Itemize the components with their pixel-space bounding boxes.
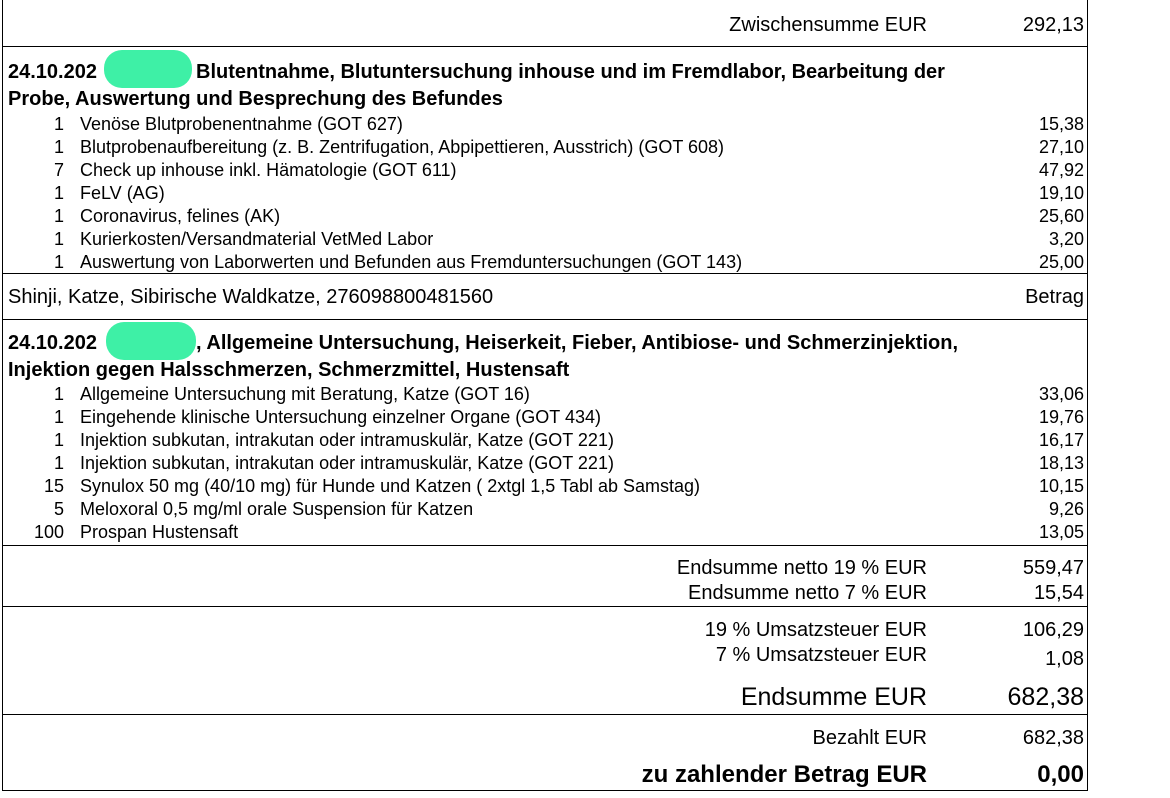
item-qty: 1 (53, 407, 64, 427)
item-qty: 1 (53, 384, 64, 404)
item-qty: 1 (53, 183, 64, 203)
netto7-label: Endsumme netto 7 % EUR (688, 582, 927, 604)
item-qty: 1 (53, 453, 64, 473)
netto19-label: Endsumme netto 19 % EUR (676, 557, 927, 579)
item-amount: 16,17 (1038, 430, 1084, 450)
section2-title-line2: Injektion gegen Halsschmerzen, Schmerzmittel, Hustensaft (8, 359, 570, 381)
item-qty: 7 (53, 160, 64, 180)
amount-due-label: zu zahlender Betrag EUR (641, 761, 927, 788)
item-description: Synulox 50 mg (40/10 mg) für Hunde und Katzen ( 2xtgl 1,5 Tabl ab Samstag) (80, 476, 701, 496)
item-qty: 1 (53, 229, 64, 249)
betrag-header: Betrag (1025, 286, 1084, 308)
ust19-amount: 106,29 (1022, 619, 1084, 641)
item-amount: 33,06 (1038, 384, 1084, 404)
netto19-amount: 559,47 (1022, 557, 1084, 579)
item-amount: 25,60 (1038, 206, 1084, 226)
endsumme-amount: 682,38 (1007, 683, 1084, 711)
item-description: Prospan Hustensaft (80, 522, 239, 542)
endsumme-label: Endsumme EUR (740, 683, 927, 711)
item-amount: 19,10 (1038, 183, 1084, 203)
item-qty: 1 (53, 114, 64, 134)
item-amount: 27,10 (1038, 137, 1084, 157)
patient-info: Shinji, Katze, Sibirische Waldkatze, 276098800481560 (8, 286, 494, 308)
item-qty: 1 (53, 137, 64, 157)
item-amount: 9,26 (1048, 499, 1084, 519)
item-description: Auswertung von Laborwerten und Befunden aus Fremduntersuchungen (GOT 143) (80, 252, 743, 272)
item-description: Allgemeine Untersuchung mit Beratung, Katze (GOT 16) (80, 384, 530, 404)
item-description: Injektion subkutan, intrakutan oder intramuskulär, Katze (GOT 221) (80, 430, 614, 450)
ust7-label: 7 % Umsatzsteuer EUR (715, 644, 927, 666)
section1-title-line2: Probe, Auswertung und Besprechung des Befundes (8, 88, 503, 110)
section1-date: 24.10.202 (8, 61, 97, 83)
item-amount: 18,13 (1038, 453, 1084, 473)
netto7-amount: 15,54 (1033, 582, 1084, 604)
divider (2, 714, 1088, 715)
subtotal-label: Zwischensumme EUR (729, 14, 927, 36)
item-qty: 15 (43, 476, 64, 496)
divider (2, 273, 1088, 274)
divider (2, 46, 1088, 47)
section2-date: 24.10.202 (8, 332, 97, 354)
item-qty: 5 (53, 499, 64, 519)
item-description: Venöse Blutprobenentnahme (GOT 627) (80, 114, 403, 134)
item-qty: 1 (53, 206, 64, 226)
bezahlt-amount: 682,38 (1022, 727, 1084, 749)
bezahlt-label: Bezahlt EUR (812, 727, 927, 749)
ust7-amount: 1,08 (1045, 648, 1084, 670)
item-qty: 100 (33, 522, 64, 542)
item-amount: 47,92 (1038, 160, 1084, 180)
item-description: Eingehende klinische Untersuchung einzelner Organe (GOT 434) (80, 407, 601, 427)
item-description: FeLV (AG) (80, 183, 165, 203)
section1-title: Blutentnahme, Blutuntersuchung inhouse und im Fremdlabor, Bearbeitung der (196, 61, 945, 83)
section2-title: , Allgemeine Untersuchung, Heiserkeit, Fieber, Antibiose- und Schmerzinjektion, (196, 332, 959, 354)
item-amount: 10,15 (1038, 476, 1084, 496)
item-description: Meloxoral 0,5 mg/ml orale Suspension für Katzen (80, 499, 474, 519)
divider (2, 606, 1088, 607)
subtotal-amount: 292,13 (1022, 14, 1084, 36)
item-qty: 1 (53, 252, 64, 272)
item-amount: 3,20 (1048, 229, 1084, 249)
divider (2, 545, 1088, 546)
divider (2, 319, 1088, 320)
item-amount: 19,76 (1038, 407, 1084, 427)
amount-due-value: 0,00 (1037, 761, 1084, 788)
item-description: Check up inhouse inkl. Hämatologie (GOT 611) (80, 160, 457, 180)
item-description: Blutprobenaufbereitung (z. B. Zentrifugation, Abpipettieren, Ausstrich) (GOT 608) (80, 137, 725, 157)
item-amount: 15,38 (1038, 114, 1084, 134)
redaction-mark (104, 50, 192, 88)
item-description: Coronavirus, felines (AK) (80, 206, 281, 226)
item-description: Kurierkosten/Versandmaterial VetMed Labor (80, 229, 434, 249)
redaction-mark (106, 322, 196, 360)
item-amount: 25,00 (1038, 252, 1084, 272)
item-amount: 13,05 (1038, 522, 1084, 542)
item-description: Injektion subkutan, intrakutan oder intramuskulär, Katze (GOT 221) (80, 453, 614, 473)
ust19-label: 19 % Umsatzsteuer EUR (704, 619, 927, 641)
item-qty: 1 (53, 430, 64, 450)
